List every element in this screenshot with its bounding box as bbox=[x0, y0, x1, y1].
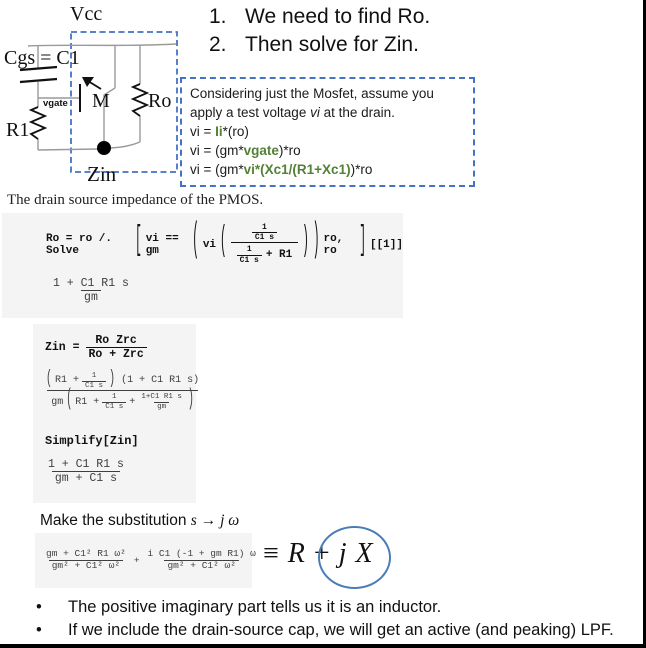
bullet-list bbox=[36, 596, 614, 642]
plus-sign: + bbox=[313, 538, 331, 569]
s-to-jw-math: s → j ω bbox=[190, 512, 240, 529]
resistor-ro-icon bbox=[133, 84, 147, 116]
highlight-ii: Ii bbox=[215, 124, 223, 139]
bullet-marker: • bbox=[36, 621, 42, 639]
highlight-xc1: vi*(Xc1/(R1+Xc1) bbox=[243, 162, 351, 177]
ro-label: Ro bbox=[148, 90, 172, 112]
mathematica-output-ro: $\frac{1 + C1 R1 s}{gm}$ bbox=[53, 277, 129, 305]
paren-close-inner: ) bbox=[302, 224, 309, 263]
list-text: Then solve for Zin. bbox=[245, 33, 419, 56]
drain-impedance-caption: The drain source impedance of the PMOS. bbox=[7, 192, 264, 208]
paren-open-outer: ( bbox=[192, 220, 199, 266]
bracket-close: ] bbox=[359, 224, 366, 262]
m1-pre: Ro = ro /. Solve bbox=[46, 232, 113, 257]
bullet-item bbox=[36, 596, 614, 619]
substitution-result: $\frac{\text{gm + C1² R1 ω²}}{\text{gm² + C1² ω²}}$ + $\frac{\text{i C1 (-1 + gm R1) ω}}{\text{gm² + C1² ω²}}$ bbox=[46, 548, 256, 571]
main-fraction: $\frac{1}{C1 s}$ $\frac{1}{C1 s}$ + R1 bbox=[231, 223, 299, 267]
bullet-marker: • bbox=[36, 598, 42, 616]
paren-open-inner: ( bbox=[220, 224, 227, 263]
zin-definition: Zin = $\frac{\text{Ro Zrc}}{\text{Ro + Zrc}}$ bbox=[45, 334, 147, 361]
note-line-3: vi = Ii*(ro) bbox=[190, 124, 249, 139]
substitution-text: Make the substitution s → j ω bbox=[40, 512, 240, 529]
zin-result: ( R1 + $\frac{1}{C1 s}$ ) (1 + C1 R1 s) gm ( R1 + $\frac{1}{C1 s}$ + $\frac{1+C1 R1 s}{gm}$ ) bbox=[46, 369, 200, 414]
r-term: R bbox=[287, 538, 306, 569]
jx-term: j X bbox=[338, 538, 374, 569]
zin-label: Zin bbox=[87, 162, 117, 186]
math-block-substitution bbox=[35, 533, 256, 588]
note-line-2: apply a test voltage vi at the drain. bbox=[190, 105, 395, 120]
list-item bbox=[209, 31, 430, 59]
r1-label: R1 bbox=[6, 119, 30, 141]
simplify-output: $\frac{1 + C1 R1 s}{gm + C1 s}$ bbox=[48, 458, 124, 486]
vi-italic: vi bbox=[310, 105, 320, 120]
m1-index: [[1]] bbox=[369, 238, 403, 251]
math-block-zin bbox=[33, 324, 200, 503]
resistor-r1-icon bbox=[31, 107, 45, 139]
node-dot bbox=[97, 141, 111, 155]
note-line-1: Considering just the Mosfet, assume you bbox=[190, 86, 434, 101]
bullet-text: The positive imaginary part tells us it is an inductor. bbox=[68, 598, 442, 616]
capacitor-icon bbox=[20, 67, 57, 82]
zin-eq-label: Zin = bbox=[45, 341, 80, 355]
cgs-label: Cgs = C1 bbox=[4, 47, 80, 69]
slide-border-bottom bbox=[0, 644, 646, 648]
note-line-4: vi = (gm*vgate)*ro bbox=[190, 143, 301, 158]
list-number: 1. bbox=[209, 5, 227, 28]
math-block-ro bbox=[2, 213, 403, 318]
vgate-label: vgate bbox=[43, 98, 68, 109]
mathematica-input-ro bbox=[46, 220, 403, 267]
note-line-5: vi = (gm*vi*(Xc1/(R1+Xc1))*ro bbox=[190, 162, 373, 177]
highlight-vgate: vgate bbox=[243, 143, 279, 158]
list-text: We need to find Ro. bbox=[245, 5, 431, 28]
m1-eq: vi == gm bbox=[145, 232, 179, 257]
pmos-arrowhead bbox=[82, 77, 94, 87]
bracket-open: [ bbox=[135, 224, 142, 262]
equiv-sign: ≡ bbox=[263, 538, 280, 569]
bullet-item bbox=[36, 619, 614, 642]
numbered-list bbox=[209, 3, 430, 59]
simplify-command: Simplify[Zin] bbox=[45, 434, 139, 448]
circuit-diagram bbox=[0, 0, 186, 194]
jx-highlight-circle bbox=[318, 526, 391, 589]
bullet-text: If we include the drain-source cap, we will get an active (and peaking) LPF. bbox=[68, 621, 614, 639]
mosfet-note-box bbox=[180, 77, 475, 187]
paren-close-outer: ) bbox=[312, 220, 320, 266]
m1-post: ro, ro bbox=[323, 232, 344, 257]
vcc-label: Vcc bbox=[70, 3, 103, 25]
list-number: 2. bbox=[209, 33, 227, 56]
m-label: M bbox=[92, 90, 110, 112]
m1-vi: vi bbox=[202, 238, 217, 251]
list-item bbox=[209, 3, 430, 31]
